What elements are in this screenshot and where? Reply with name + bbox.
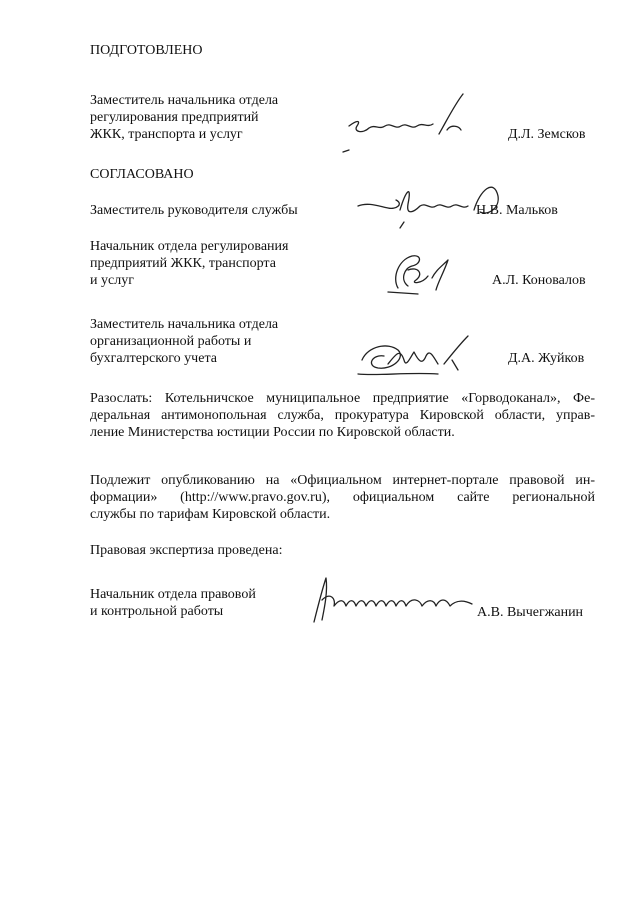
- position-line: Заместитель начальника отдела: [90, 317, 279, 332]
- position-line: организационной работы и: [90, 334, 252, 349]
- position-line: и контрольной работы: [90, 604, 224, 619]
- signer-name: А.В. Вычегжанин: [477, 605, 584, 620]
- signature-zhuikov: [348, 330, 488, 385]
- paragraph-line: службы по тарифам Кировской области.: [90, 507, 331, 522]
- signer-name: Н.В. Мальков: [476, 203, 558, 218]
- paragraph-line: ление Министерства юстиции России по Кировской области.: [90, 425, 455, 440]
- distribution-paragraph: [90, 390, 595, 441]
- signature-zemskov: [335, 90, 485, 160]
- position-line: регулирования предприятий: [90, 110, 259, 125]
- paragraph-line: Разослать: Котельничское муниципальное предприятие «Горводоканал», Фе-: [90, 391, 595, 406]
- paragraph-line: деральная антимонопольная служба, прокуратура Кировской области, управ-: [90, 408, 595, 423]
- prepared-position: [90, 92, 278, 143]
- publication-paragraph: [90, 472, 595, 523]
- signer-name: Д.Л. Земсков: [508, 127, 586, 142]
- position-line: и услуг: [90, 273, 134, 288]
- position-line: Начальник отдела правовой: [90, 587, 256, 602]
- prepared-heading: ПОДГОТОВЛЕНО: [90, 43, 203, 58]
- signer-name: А.Л. Коновалов: [492, 273, 586, 288]
- position-line: Заместитель начальника отдела: [90, 93, 279, 108]
- paragraph-line: формации» (http://www.pravo.gov.ru), официальном сайте региональной: [90, 490, 595, 505]
- signer-position: [90, 316, 278, 367]
- agreed-heading: СОГЛАСОВАНО: [90, 167, 194, 182]
- signer-position: Заместитель руководителя службы: [90, 203, 298, 218]
- signature-konovalov: [378, 248, 468, 298]
- signature-vychegzhanin: [300, 570, 480, 630]
- signer-position: [90, 238, 288, 289]
- position-line: ЖКК, транспорта и услуг: [90, 127, 243, 142]
- position-line: бухгалтерского учета: [90, 351, 217, 366]
- position-line: Начальник отдела регулирования: [90, 239, 289, 254]
- expertise-position: [90, 586, 256, 620]
- paragraph-line: Подлежит опубликованию на «Официальном интернет-портале правовой ин-: [90, 473, 595, 488]
- position-line: предприятий ЖКК, транспорта: [90, 256, 276, 271]
- expertise-note: Правовая экспертиза проведена:: [90, 543, 283, 558]
- signer-name: Д.А. Жуйков: [508, 351, 585, 366]
